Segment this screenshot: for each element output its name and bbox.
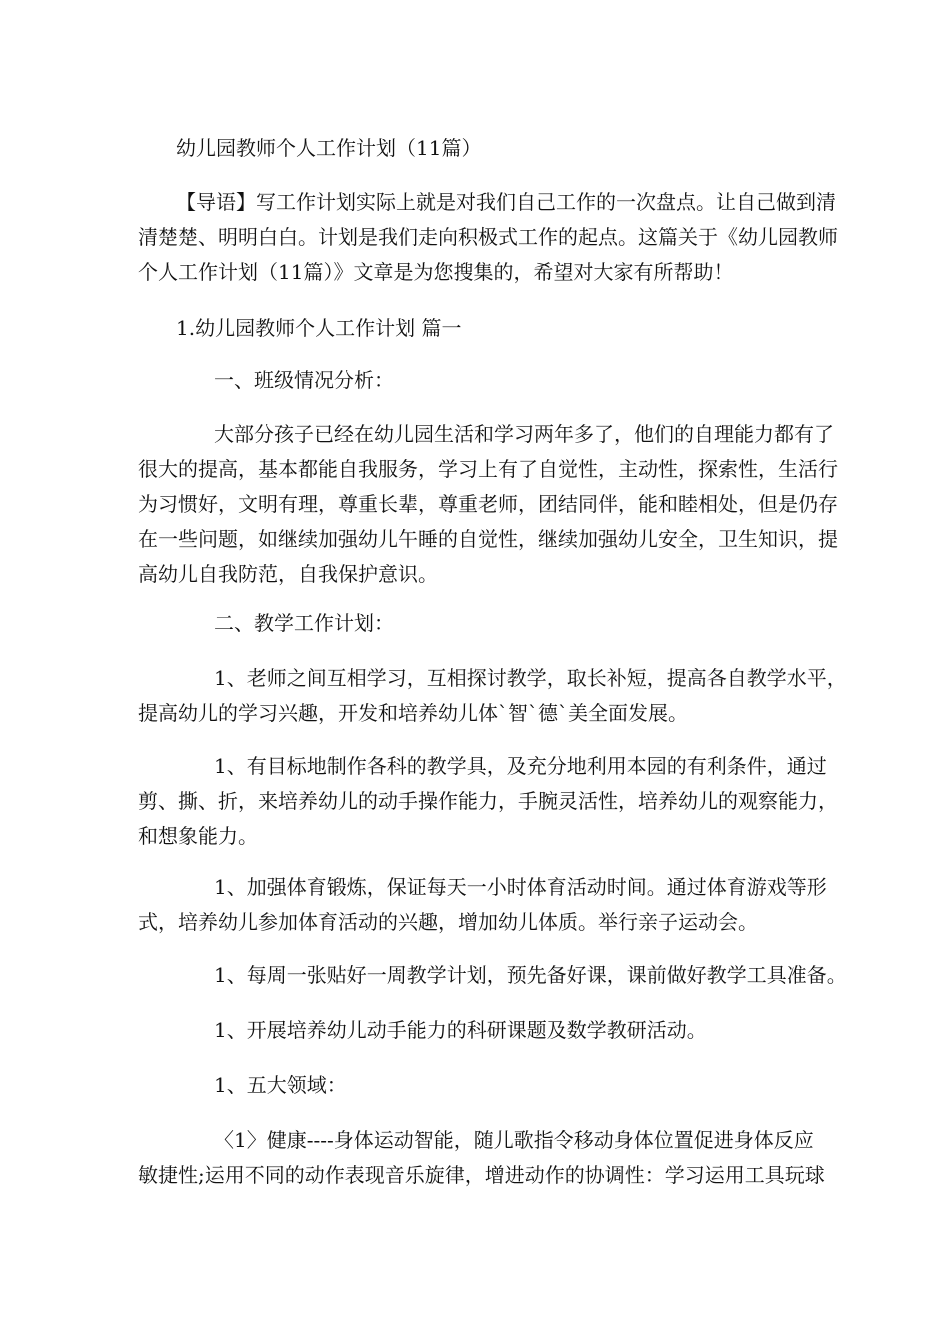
plan-item-4: 1、每周一张贴好一周教学计划，预先备好课，课前做好教学工具准备。 bbox=[214, 963, 847, 987]
domain-item-1 bbox=[138, 1123, 825, 1193]
paragraph-line: 式，培养幼儿参加体育活动的兴趣，增加幼儿体质。举行亲子运动会。 bbox=[138, 910, 758, 934]
plan-item-1 bbox=[138, 661, 847, 731]
paragraph-line: 1、老师之间互相学习，互相探讨教学，取长补短，提高各自教学水平， bbox=[214, 666, 847, 690]
plan-item-6: 1、五大领域： bbox=[214, 1073, 347, 1097]
intro-line: 清楚楚、明明白白。计划是我们走向积极式工作的起点。这篇关于《幼儿园教师 bbox=[138, 225, 838, 249]
paragraph-line: 和想象能力。 bbox=[138, 824, 258, 848]
paragraph-line: 大部分孩子已经在幼儿园生活和学习两年多了，他们的自理能力都有了 bbox=[214, 422, 834, 446]
intro-line: 个人工作计划（11篇）》文章是为您搜集的，希望对大家有所帮助！ bbox=[138, 260, 734, 284]
plan-item-2 bbox=[138, 749, 838, 854]
paragraph-line: 1、有目标地制作各科的教学具，及充分地利用本园的有利条件，通过 bbox=[214, 754, 827, 778]
paragraph-line: 提高幼儿的学习兴趣，开发和培养幼儿体`智`德`美全面发展。 bbox=[138, 701, 688, 725]
heading-teaching-plan: 二、教学工作计划： bbox=[214, 611, 394, 635]
intro-line: 【导语】写工作计划实际上就是对我们自己工作的一次盘点。让自己做到清 bbox=[176, 190, 836, 214]
paragraph-line: 敏捷性;运用不同的动作表现音乐旋律，增进动作的协调性：学习运用工具玩球 bbox=[138, 1163, 825, 1187]
paragraph-line: 在一些问题，如继续加强幼儿午睡的自觉性，继续加强幼儿安全，卫生知识，提 bbox=[138, 527, 838, 551]
document-title: 幼儿园教师个人工作计划（11篇） bbox=[176, 136, 482, 160]
paragraph-line: 〈1〉健康----身体运动智能，随儿歌指令移动身体位置促进身体反应 bbox=[214, 1128, 814, 1152]
paragraph-line: 剪、撕、折，来培养幼儿的动手操作能力，手腕灵活性，培养幼儿的观察能力， bbox=[138, 789, 838, 813]
plan-item-3 bbox=[138, 870, 827, 940]
intro-paragraph bbox=[138, 185, 838, 290]
section-heading: 1.幼儿园教师个人工作计划 篇一 bbox=[176, 316, 462, 340]
paragraph-line: 很大的提高，基本都能自我服务，学习上有了自觉性，主动性，探索性，生活行 bbox=[138, 457, 838, 481]
plan-item-5: 1、开展培养幼儿动手能力的科研课题及数学教研活动。 bbox=[214, 1018, 707, 1042]
paragraph-line: 1、加强体育锻炼，保证每天一小时体育活动时间。通过体育游戏等形 bbox=[214, 875, 827, 899]
paragraph-line: 高幼儿自我防范，自我保护意识。 bbox=[138, 562, 438, 586]
heading-class-analysis: 一、班级情况分析： bbox=[214, 368, 394, 392]
class-analysis-paragraph bbox=[138, 417, 838, 592]
paragraph-line: 为习惯好，文明有理，尊重长辈，尊重老师，团结同伴，能和睦相处，但是仍存 bbox=[138, 492, 838, 516]
